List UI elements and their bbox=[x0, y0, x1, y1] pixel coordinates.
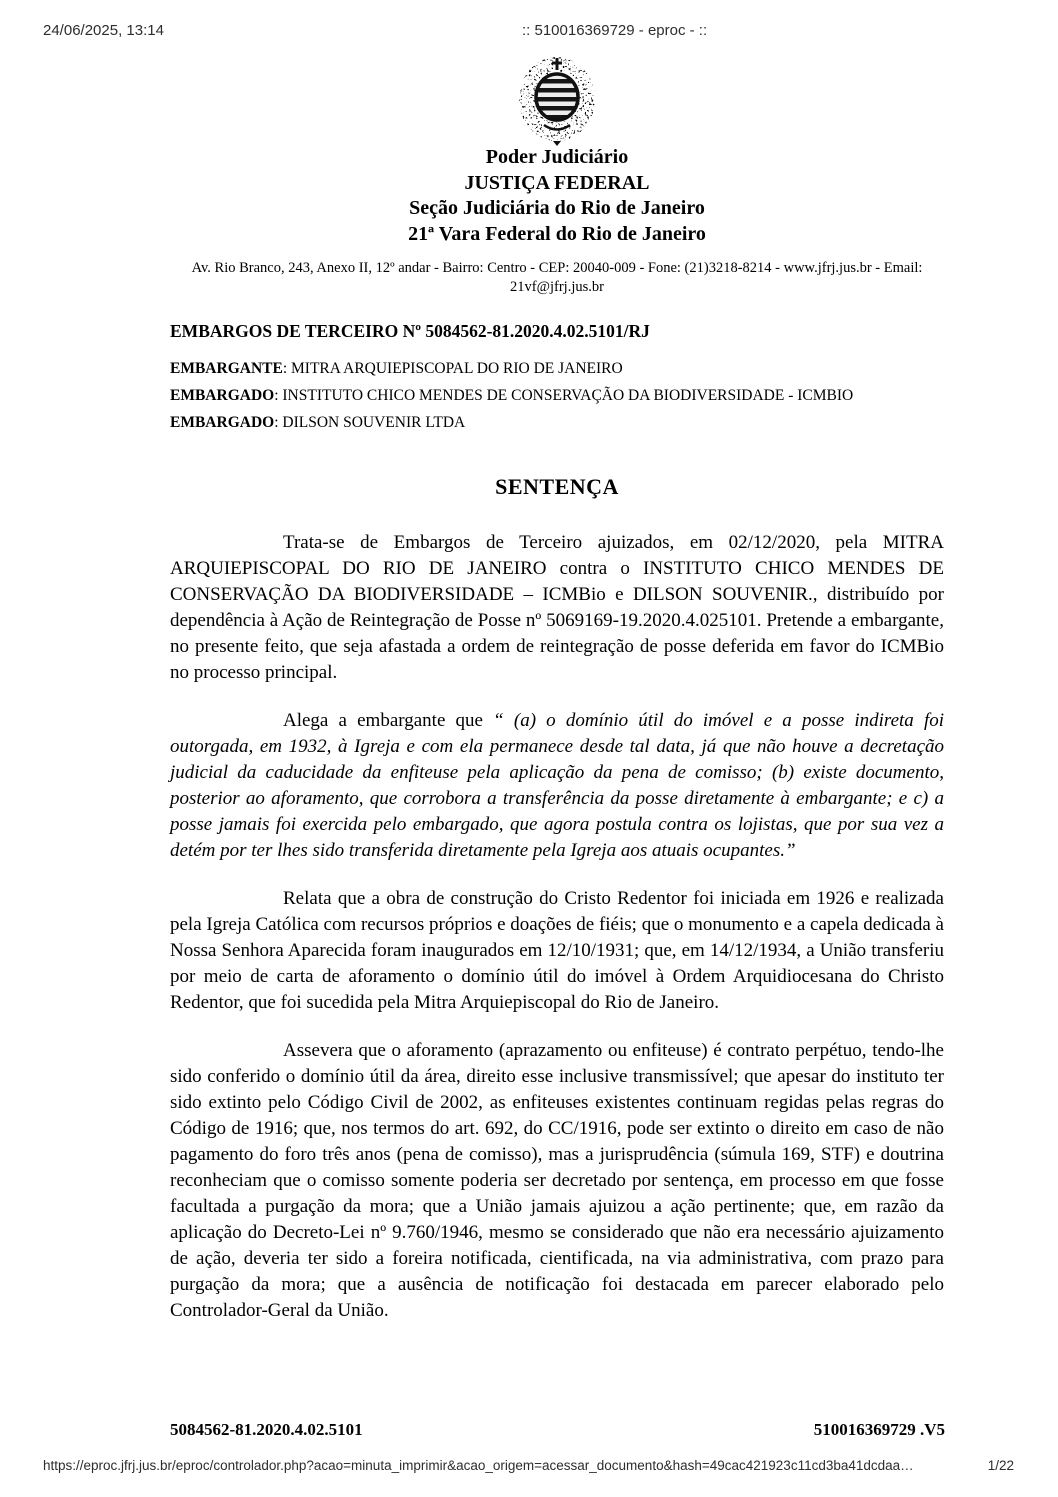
footer-case-number: 5084562-81.2020.4.02.5101 bbox=[170, 1420, 363, 1439]
document-page-footer bbox=[170, 1420, 945, 1440]
document-content bbox=[170, 55, 944, 1324]
party-row bbox=[170, 355, 944, 382]
paragraph-quote: “ (a) o domínio útil do imóvel e a posse indireta foi outorgada, em 1932, à Igreja e com ela permanece desde tal data, já que não houve a decretação judicial da caducidade da enfiteuse pela aplicação da pena de comisso; (b) existe documento, posterior ao aforamento, que corrobora a transferência da posse diretamente à embargante; e c) a posse jamais foi exercida pelo embargado, que agora postula contra os lojistas, que por sua vez a detém por ter lhes sido transferida diretamente pela Igreja aos atuais ocupantes.” bbox=[170, 710, 944, 861]
document-title: SENTENÇA bbox=[495, 474, 619, 499]
party-name: DILSON SOUVENIR LTDA bbox=[282, 414, 466, 431]
party-role-label: EMBARGADO bbox=[170, 387, 275, 404]
party-role-label: EMBARGADO bbox=[170, 414, 275, 431]
paragraph-lead: Alega a embargante que bbox=[283, 710, 494, 731]
paragraph-allegations bbox=[170, 708, 944, 864]
party-role-label: EMBARGANTE bbox=[170, 360, 283, 377]
browser-print-header bbox=[0, 22, 1058, 42]
case-heading: EMBARGOS DE TERCEIRO Nº 5084562-81.2020.4.02.5101/RJ bbox=[170, 321, 650, 341]
print-page-title: :: 510016369729 - eproc - :: bbox=[522, 22, 708, 39]
party-role-separator: : bbox=[274, 387, 283, 404]
footer-document-version: 510016369729 .V5 bbox=[813, 1420, 945, 1439]
party-role-separator: : bbox=[274, 414, 283, 431]
party-name: MITRA ARQUIEPISCOPAL DO RIO DE JANEIRO bbox=[291, 360, 623, 377]
paragraph-intro: Trata-se de Embargos de Terceiro ajuizados, em 02/12/2020, pela MITRA ARQUIEPISCOPAL DO RIO DE JANEIRO contra o INSTITUTO CHICO MENDES DE CONSERVAÇÃO DA BIODIVERSIDADE – ICMBio e DILSON SOUVENIR., distribuído por dependência à Ação de Reintegração de Posse nº 5069169-19.2020.4.025101. Pretende a embargante, no presente feito, que seja afastada a ordem de reintegração de posse deferida em favor do ICMBio no processo principal. bbox=[170, 532, 944, 683]
court-branch-line: Poder Judiciário bbox=[485, 146, 629, 168]
party-row bbox=[170, 382, 944, 409]
paragraph-legal-argument: Assevera que o aforamento (aprazamento ou enfiteuse) é contrato perpétuo, tendo-lhe sido conferido o domínio útil da área, direito esse inclusive transmissível; que apesar do instituto ter sido extinto pelo Código Civil de 2002, as enfiteuses existentes continuam regidas pelas regras do Código de 1916; que, nos termos do art. 692, do CC/1916, pode ser extinto o direito em caso de não pagamento do foro três anos (pena de comisso), mas a jurisprudência (súmula 169, STF) e doutrina reconheciam que o comisso somente poderia ser decretado por sentença, em processo em que fosse facultada a purgação da mora; que a União jamais ajuizou a ação pertinente; que, em razão da aplicação do Decreto-Lei nº 9.760/1946, mesmo se considerado que não era necessário ajuizamento de ação, deveria ter sido a foreira notificada, cientificada, na via administrativa, com prazo para purgação da mora; que a ausência de notificação foi destacada em parecer elaborado pelo Controlador-Geral da União. bbox=[170, 1040, 944, 1321]
browser-print-footer bbox=[43, 1458, 1014, 1473]
court-vara-line: 21ª Vara Federal do Rio de Janeiro bbox=[408, 222, 706, 245]
parties-list bbox=[170, 355, 944, 436]
party-row bbox=[170, 409, 944, 436]
print-source-url: https://eproc.jfrj.jus.br/eproc/controlador.php?acao=minuta_imprimir&acao_origem=acessar_documento&hash=49cac421923c11cd3ba41dcdaa… bbox=[43, 1458, 914, 1473]
court-address: Av. Rio Branco, 243, Anexo II, 12º andar - Bairro: Centro - CEP: 20040-009 - Fone: (21)3218-8214 - www.jfrj.jus.br - Email: 21vf@jfrj.jus.br bbox=[191, 260, 923, 295]
print-datetime: 24/06/2025, 13:14 bbox=[43, 22, 164, 39]
print-page-number: 1/22 bbox=[987, 1458, 1014, 1473]
party-role-separator: : bbox=[282, 360, 292, 377]
paragraph-history: Relata que a obra de construção do Cristo Redentor foi iniciada em 1926 e realizada pela Igreja Católica com recursos próprios e doações de fiéis; que o monumento e a capela dedicada à Nossa Senhora Aparecida foram inaugurados em 12/10/1931; que, em 14/12/1934, a União transferiu por meio de carta de aforamento o domínio útil do imóvel à Ordem Arquidiocesana do Christo Redentor, que foi sucedida pela Mitra Arquiepiscopal do Rio de Janeiro. bbox=[170, 888, 944, 1013]
party-name: INSTITUTO CHICO MENDES DE CONSERVAÇÃO DA BIODIVERSIDADE - ICMBIO bbox=[282, 387, 854, 404]
court-section-line: Seção Judiciária do Rio de Janeiro bbox=[409, 197, 705, 219]
court-justice-line: JUSTIÇA FEDERAL bbox=[464, 171, 650, 194]
coat-of-arms-icon bbox=[170, 55, 944, 145]
